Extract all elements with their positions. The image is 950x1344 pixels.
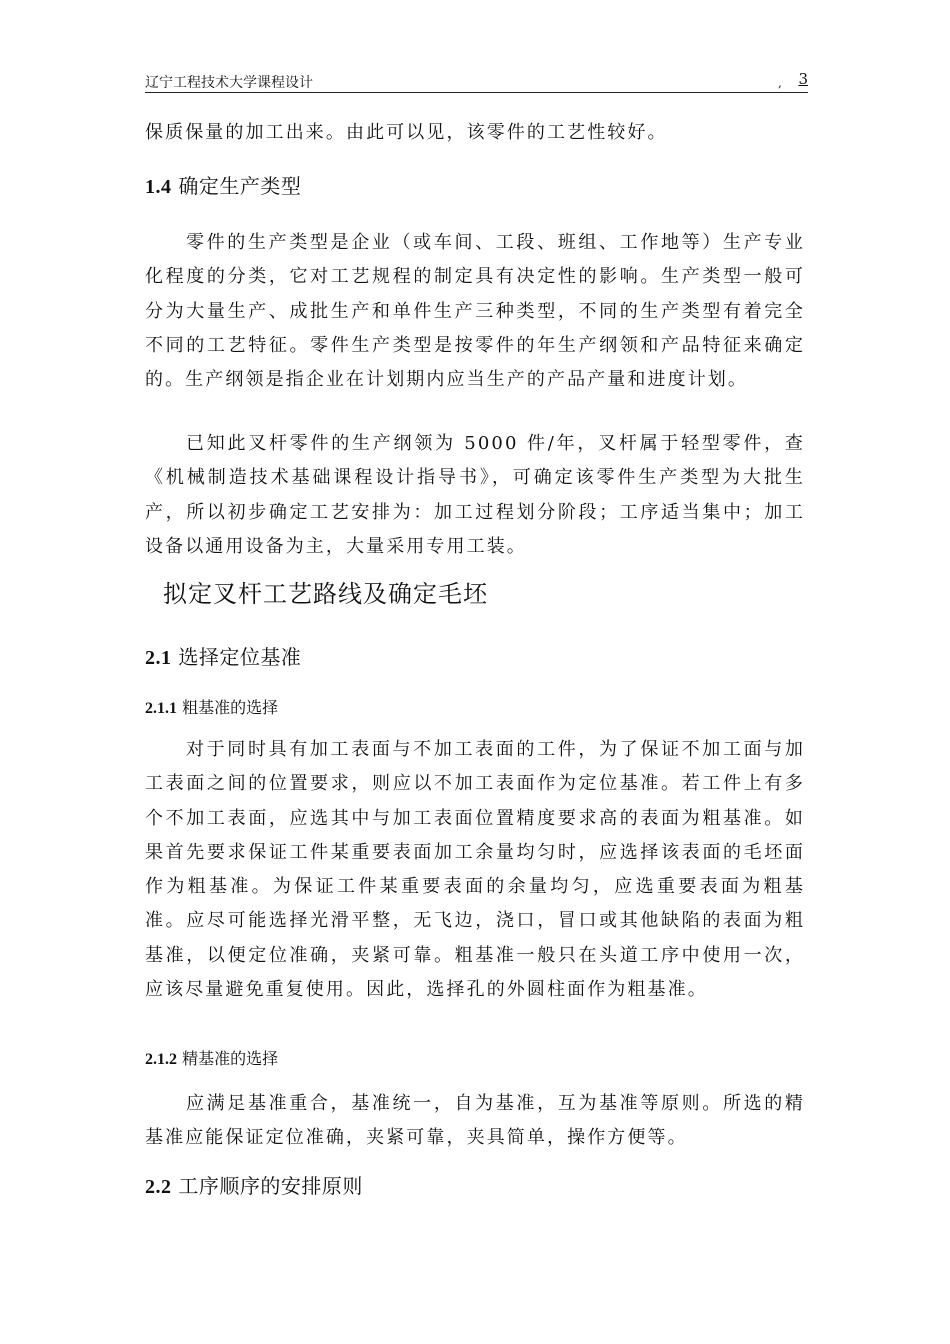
section-number: 2.2 (145, 1176, 172, 1198)
production-type-paragraph (145, 226, 805, 397)
intro-continued-text: 保质保量的加工出来。由此可以见，该零件的工艺性较好。 (145, 122, 668, 143)
subsection-number: 2.1.2 (145, 1051, 177, 1068)
section-number: 2.1 (145, 647, 172, 669)
header-mark: , (778, 76, 782, 90)
page-number: 3 (798, 70, 808, 88)
subsection-title: 粗基准的选择 (182, 698, 279, 717)
chapter-title: 拟定叉杆工艺路线及确定毛坯 (163, 580, 488, 608)
intro-continued-paragraph (145, 116, 805, 150)
fine-datum-paragraph (145, 1087, 805, 1156)
subsection-number: 2.1.1 (145, 700, 177, 717)
production-program-paragraph (145, 427, 805, 564)
paragraph-text: 对于同时具有加工表面与不加工表面的工件，为了保证不加工面与加工表面之间的位置要求，则应以不加工表面作为定位基准。若工件上有多个不加工表面，应选其中与加工表面位置精度要求高的表面为粗基准。如果首先要求保证工件某重要表面加工余量均匀时，应选择该表面的毛坯面作为粗基准。为保证工件某重要表面的余量均匀，应选重要表面为粗基准。应尽可能选择光滑平整，无飞边，浇口，冒口或其他缺陷的表面为粗基准，以便定位准确，夹紧可靠。粗基准一般只在头道工序中使用一次，应该尽量避免重复使用。因此，选择孔的外圆柱面作为粗基准。 (145, 739, 805, 1001)
section-title: 选择定位基准 (178, 645, 302, 669)
section-1-4-heading (145, 170, 805, 199)
page-header (145, 70, 808, 93)
rough-datum-paragraph (145, 733, 805, 1007)
paragraph-text: 已知此叉杆零件的生产纲领为 5000 件/年，叉杆属于轻型零件，查《机械制造技术基础课程设计指导书》，可确定该零件生产类型为大批生产，所以初步确定工艺安排为：加工过程划分阶段；工序适当集中；加工设备以通用设备为主，大量采用专用工装。 (145, 433, 805, 557)
subsection-2-1-2-heading (145, 1046, 805, 1069)
section-title: 确定生产类型 (178, 174, 302, 198)
section-number: 1.4 (145, 176, 172, 198)
paragraph-text: 应满足基准重合，基准统一，自为基准，互为基准等原则。所选的精基准应能保证定位准确，夹紧可靠，夹具简单，操作方便等。 (145, 1093, 805, 1149)
paragraph-text: 零件的生产类型是企业（或车间、工段、班组、工作地等）生产专业化程度的分类，它对工艺规程的制定具有决定性的影响。生产类型一般可分为大量生产、成批生产和单件生产三种类型，不同的生产类型有着完全不同的工艺特征。零件生产类型是按零件的年生产纲领和产品特征来确定的。生产纲领是指企业在计划期内应当生产的产品产量和进度计划。 (145, 232, 805, 391)
section-title: 工序顺序的安排原则 (178, 1174, 363, 1198)
chapter-2-heading (163, 574, 823, 609)
section-2-2-heading (145, 1170, 805, 1199)
subsection-2-1-1-heading (145, 695, 805, 718)
section-2-1-heading (145, 641, 805, 670)
header-title: 辽宁工程技术大学课程设计 (145, 75, 313, 91)
subsection-title: 精基准的选择 (182, 1049, 279, 1068)
